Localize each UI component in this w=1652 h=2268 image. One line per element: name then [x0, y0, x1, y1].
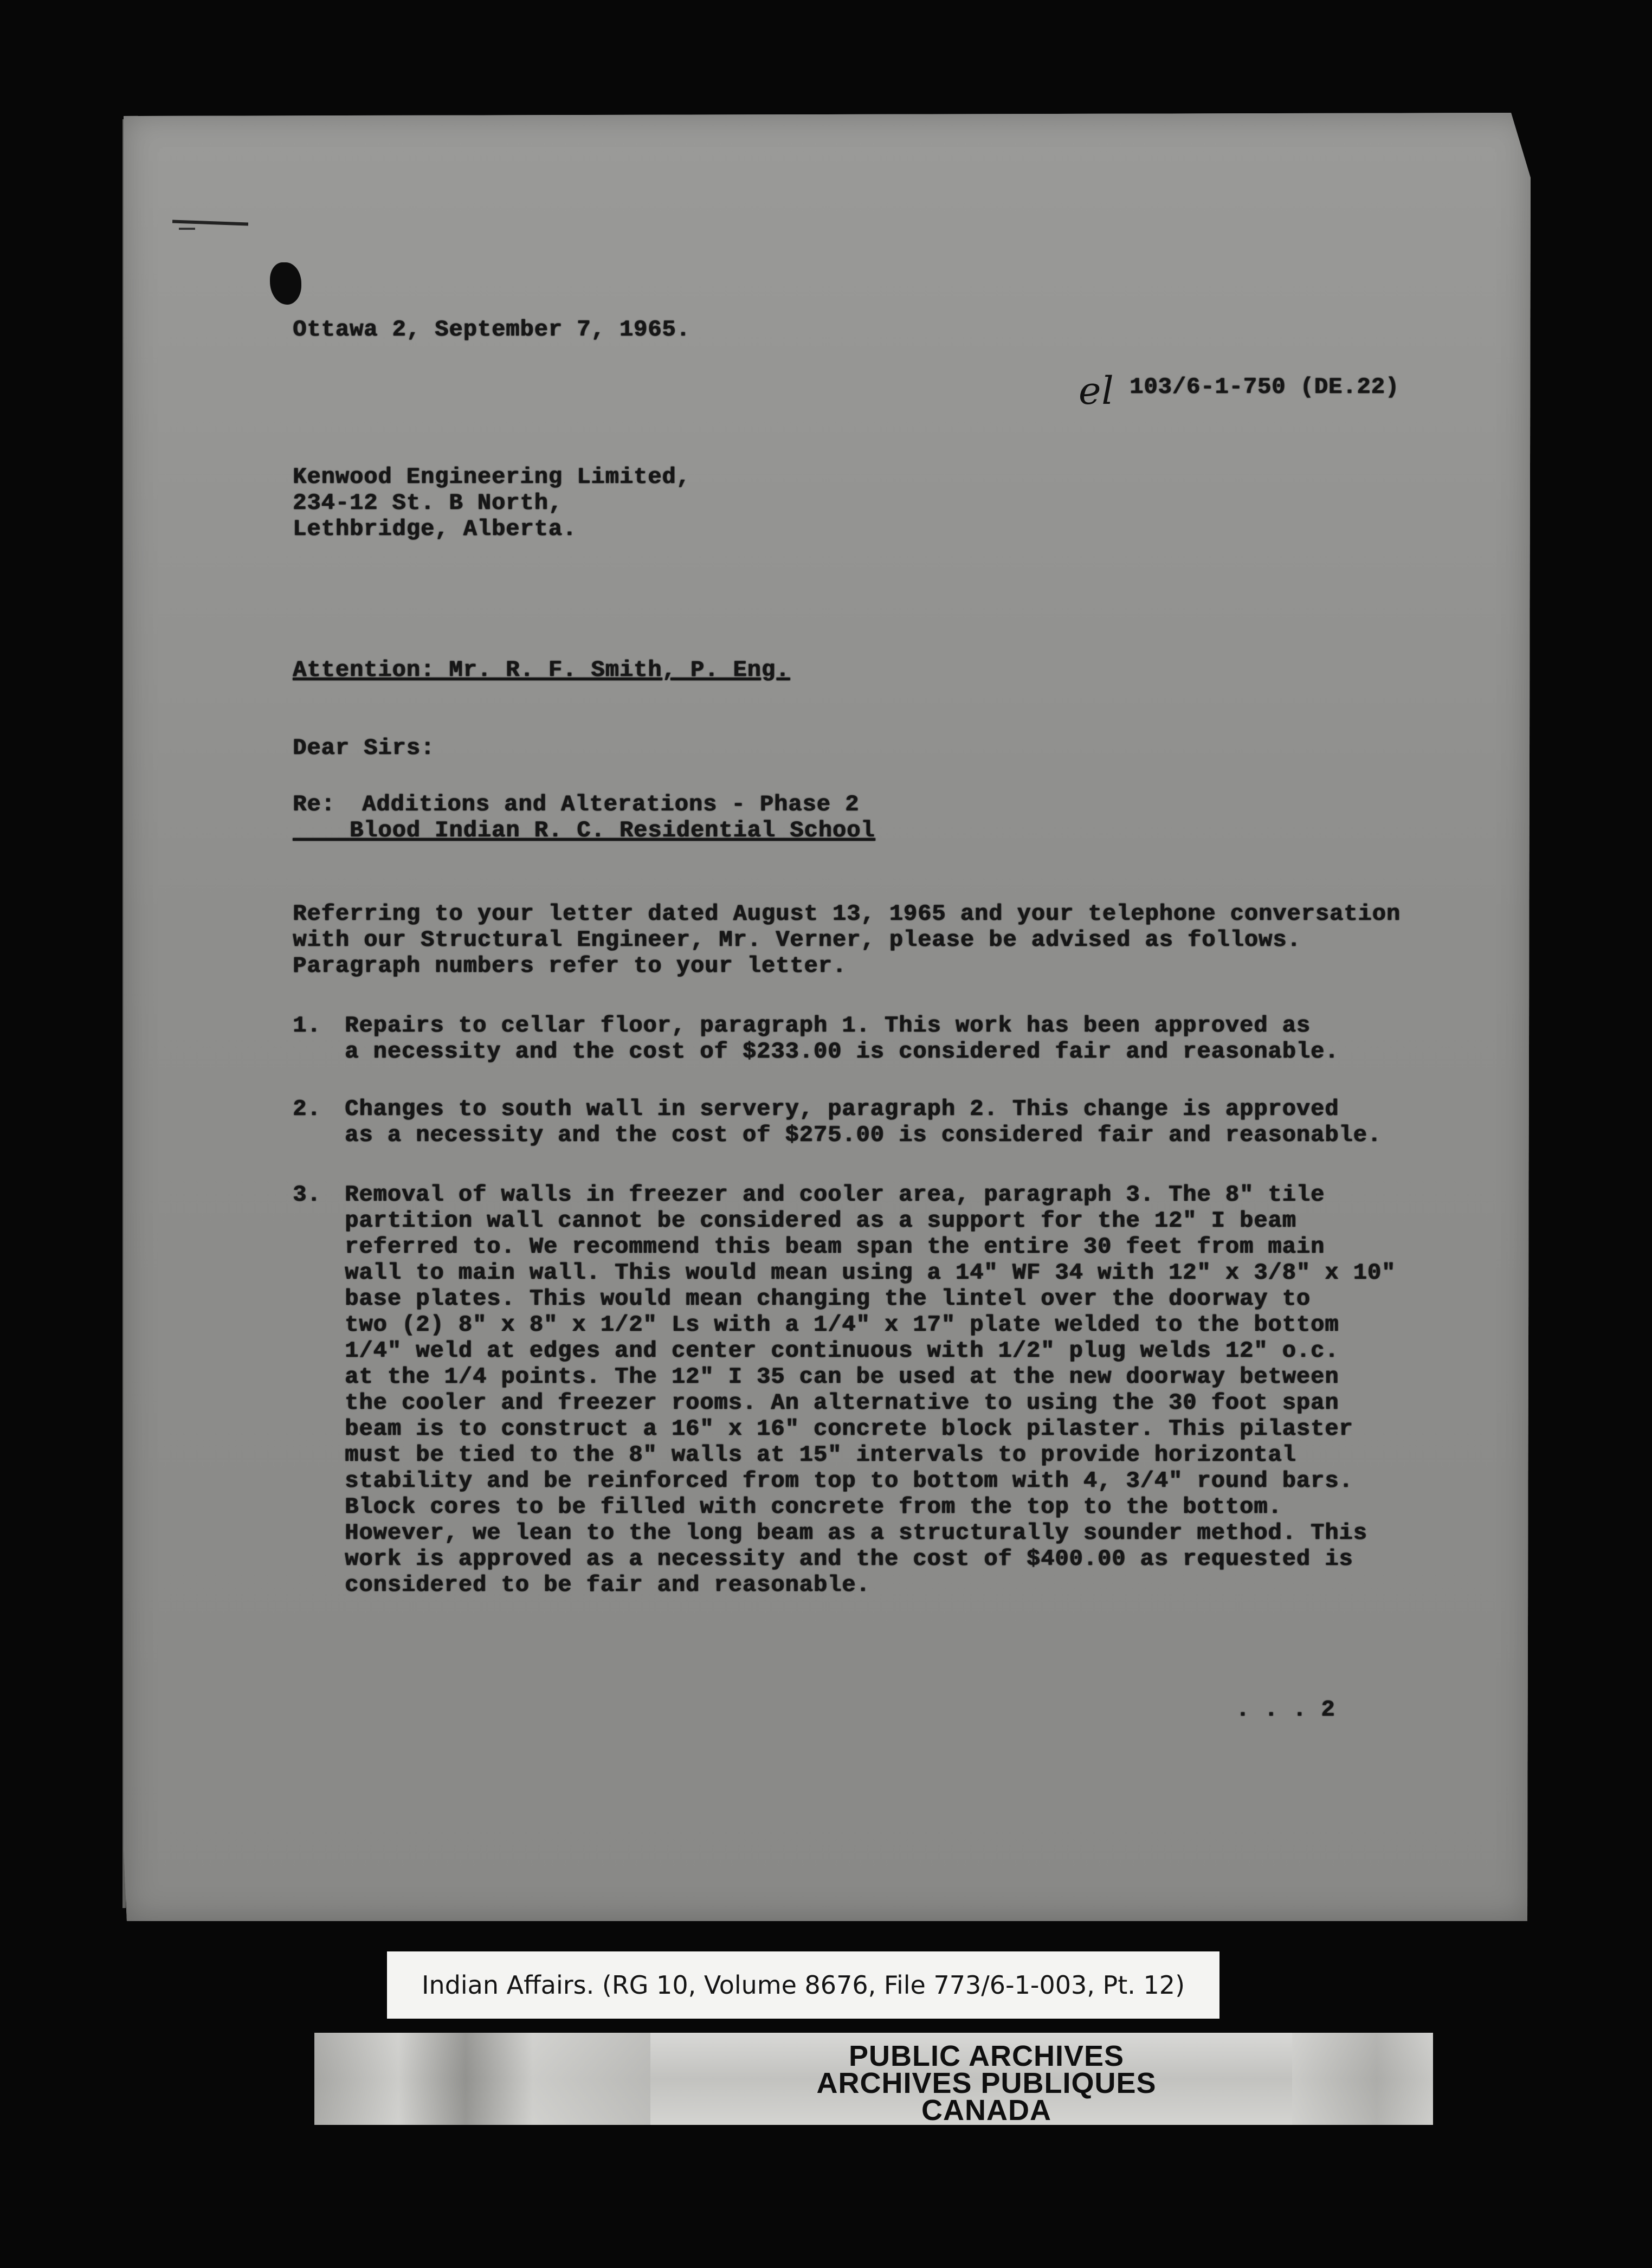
- re-subject-line-2: [293, 817, 875, 843]
- handwritten-initials: el: [1079, 369, 1114, 413]
- item-number-2: 2.: [293, 1096, 321, 1122]
- archive-stamp: [314, 2033, 1433, 2125]
- re-subject-line-2-text: Blood Indian R. C. Residential School: [349, 817, 875, 843]
- archive-caption: Indian Affairs. (RG 10, Volume 8676, File 773/6-1-003, Pt. 12): [387, 1951, 1219, 2019]
- re-subject-line-1: Additions and Alterations - Phase 2: [362, 791, 860, 817]
- recipient-line-3: Lethbridge, Alberta.: [293, 516, 577, 542]
- continuation-marker: . . . 2: [1236, 1697, 1335, 1723]
- item-number-3: 3.: [293, 1182, 321, 1208]
- re-label: Re:: [293, 791, 335, 817]
- recipient-line-1: Kenwood Engineering Limited,: [293, 464, 691, 490]
- file-reference: 103/6-1-750 (DE.22): [1130, 374, 1399, 400]
- dateline: Ottawa 2, September 7, 1965.: [293, 317, 691, 343]
- item-text-1: Repairs to cellar floor, paragraph 1. This work has been approved as a necessity and the cost of $233.00 is considered fair and reasonable.: [345, 1013, 1339, 1065]
- recipient-line-2: 234-12 St. B North,: [293, 490, 563, 516]
- stamp-smudge-left: [314, 2033, 650, 2125]
- salutation: Dear Sirs:: [293, 735, 435, 761]
- attention-line: Attention: Mr. R. F. Smith, P. Eng.: [293, 657, 790, 683]
- stamp-line-1: PUBLIC ARCHIVES: [848, 2040, 1125, 2072]
- margin-tick-mark: [179, 228, 195, 230]
- stamp-smudge-right: [1292, 2033, 1433, 2125]
- stamp-line-2: ARCHIVES PUBLIQUES: [816, 2067, 1157, 2099]
- item-text-2: Changes to south wall in servery, paragraph 2. This change is approved as a necessity and the cost of $275.00 is considered fair and reasonable.: [345, 1096, 1382, 1148]
- stamp-line-3: CANADA: [921, 2094, 1051, 2125]
- item-text-3: Removal of walls in freezer and cooler area, paragraph 3. The 8" tile partition wall cannot be considered as a support for the 12" I beam referred to. We recommend this beam span the entire 30 feet from main wall to main wall. This would mean using a 14" WF 34 with 12" x 3/8" x 10" base plates. This would mean changing the lintel over the doorway to two (2) 8" x 8" x 1/2" Ls with a 1/4" x 17" plate welded to the bottom 1/4" weld at edges and center continuous with 1/2" plug welds 12" o.c. at the 1/4 points. The 12" I 35 can be used at the new doorway between the cooler and freezer rooms. An alternative to using the 30 foot span beam is to construct a 16" x 16" concrete block pilaster. This pilaster must be tied to the 8" walls at 15" intervals to provide horizontal stability and be reinforced from top to bottom with 4, 3/4" round bars. Block cores to be filled with concrete from the top to the bottom. However, we lean to the long beam as a structurally sounder method. This work is approved as a necessity and the cost of $400.00 as requested is considered to be fair and reasonable.: [345, 1182, 1396, 1598]
- intro-paragraph: Referring to your letter dated August 13, 1965 and your telephone conversation with our Structural Engineer, Mr. Verner, please be advised as follows. Paragraph numbers refer to your letter.: [293, 901, 1401, 979]
- item-number-1: 1.: [293, 1013, 321, 1039]
